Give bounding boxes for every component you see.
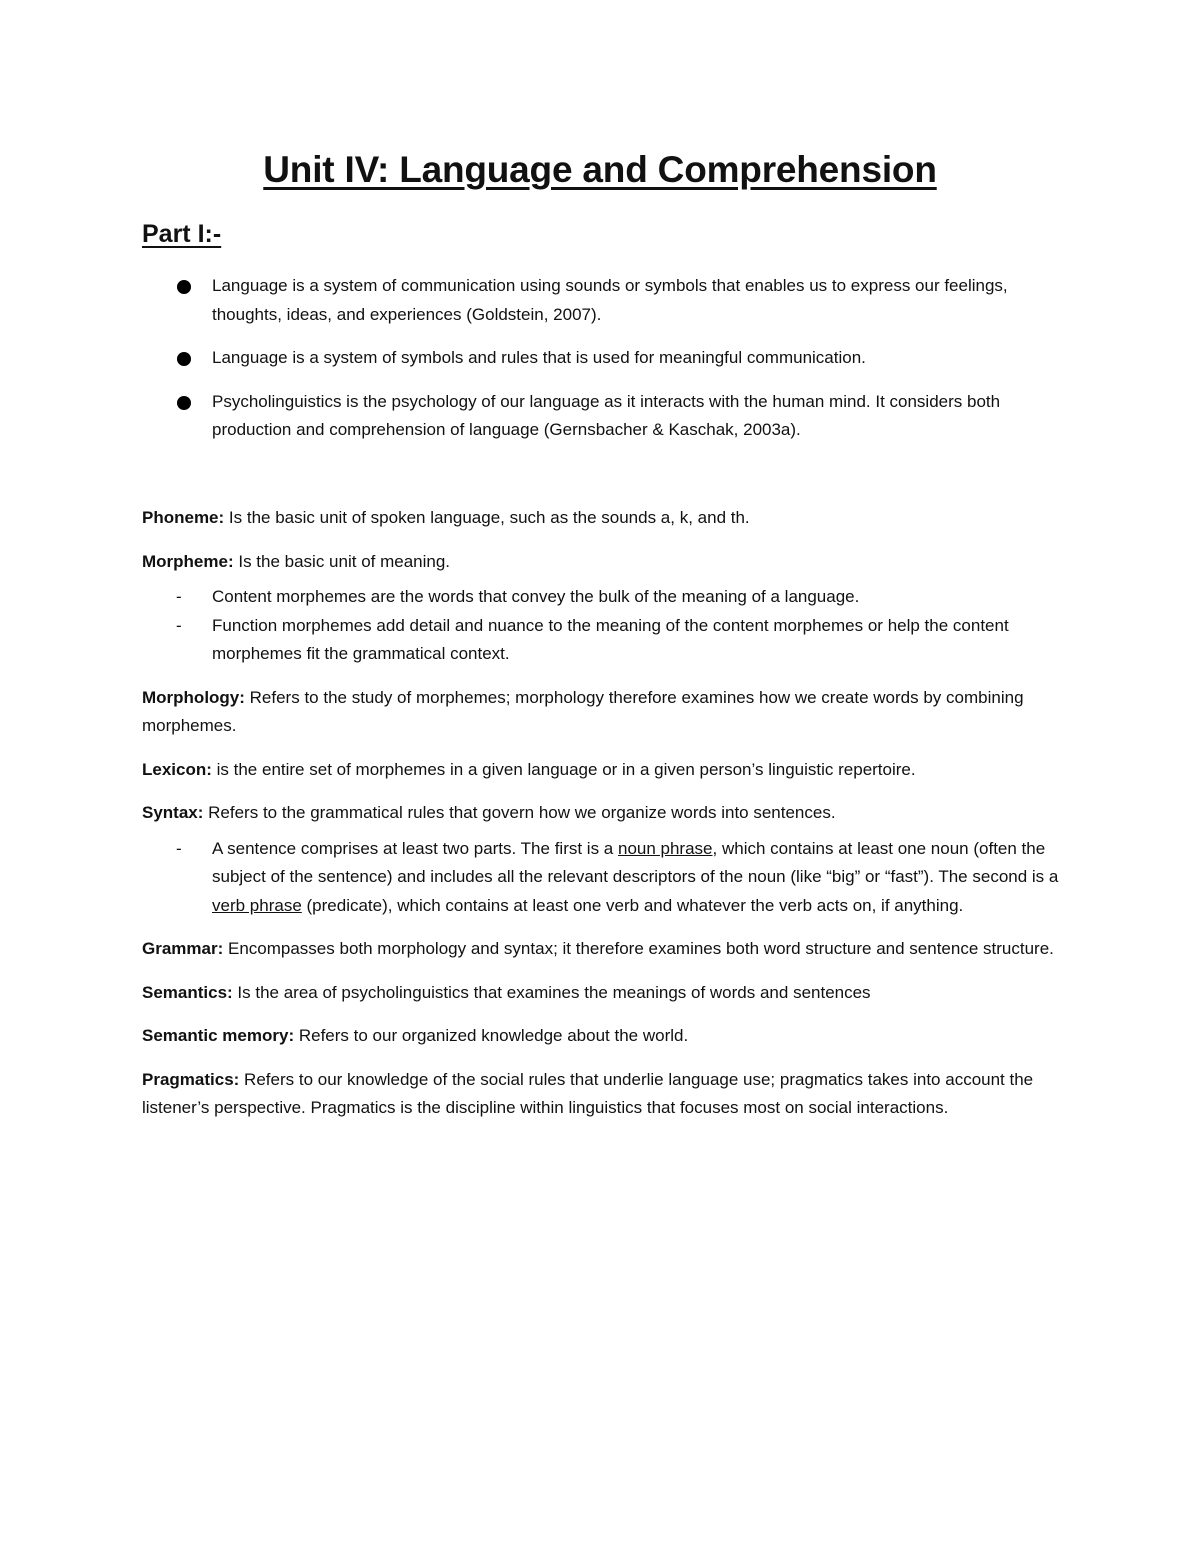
page-title: Unit IV: Language and Comprehension <box>263 149 937 190</box>
definition-term: Grammar: <box>142 939 224 958</box>
noun-phrase-term: noun phrase <box>617 838 713 858</box>
definition-term: Syntax: <box>142 803 204 822</box>
definition-lexicon <box>142 756 1062 785</box>
list-item <box>142 272 1062 329</box>
definition-text: Refers to our organized knowledge about the world. <box>294 1026 689 1045</box>
list-item <box>142 835 1062 921</box>
definition-text: Refers to the grammatical rules that govern how we organize words into sentences. <box>203 803 836 822</box>
definition-text: Refers to the study of morphemes; morphology therefore examines how we create words by combining morphemes. <box>142 687 1024 735</box>
definition-term: Semantic memory: <box>142 1026 295 1045</box>
list-item <box>142 344 1062 373</box>
sublist-text: Function morphemes add detail and nuance to the meaning of the content morphemes or help the content morphemes fit the grammatical context. <box>212 615 1009 663</box>
intro-bullet-list <box>142 272 1062 460</box>
list-item <box>142 583 1062 612</box>
sublist-text <box>212 839 1058 915</box>
definition-phoneme <box>142 504 1062 533</box>
definitions-section <box>142 504 1062 1138</box>
definition-pragmatics <box>142 1066 1062 1123</box>
dash-marker: - <box>176 838 182 858</box>
bullet-text: Language is a system of symbols and rules that is used for meaningful communication. <box>212 348 866 367</box>
definition-semantics <box>142 979 1062 1008</box>
sentence-text-part: , which contains at least one noun (often the subject of the sentence) and includes all the relevant descriptors of the noun (like “big” or “fast”). The second is a <box>212 838 1059 886</box>
sentence-text-part: (predicate), which contains at least one verb and whatever the verb acts on, if anything. <box>301 895 964 915</box>
list-item <box>142 612 1062 669</box>
definition-morphology <box>142 684 1062 741</box>
dash-marker: - <box>176 587 182 606</box>
morpheme-sublist <box>142 583 1062 669</box>
definition-term: Lexicon: <box>142 759 212 779</box>
definition-text: Encompasses both morphology and syntax; it therefore examines both word structure and sentence structure. <box>223 939 1054 958</box>
bullet-icon <box>177 396 191 410</box>
definition-grammar <box>142 935 1062 964</box>
part-heading: Part I:- <box>142 220 222 248</box>
definition-term: Pragmatics: <box>142 1069 240 1089</box>
sublist-text: Content morphemes are the words that convey the bulk of the meaning of a language. <box>212 587 860 606</box>
definition-text: is the entire set of morphemes in a given language or in a given person’s linguistic repertoire. <box>211 759 916 779</box>
verb-phrase-term: verb phrase <box>212 895 302 915</box>
definition-text: Is the basic unit of meaning. <box>233 551 451 571</box>
bullet-icon <box>177 280 191 294</box>
bullet-text: Language is a system of communication using sounds or symbols that enables us to express our feelings, thoughts, ideas, and experiences (Goldstein, 2007). <box>212 276 1008 324</box>
definition-semantic-memory <box>142 1022 1062 1051</box>
definition-term: Phoneme: <box>142 508 225 527</box>
definition-text: Is the basic unit of spoken language, such as the sounds a, k, and th. <box>224 508 750 527</box>
definition-syntax <box>142 799 1062 828</box>
definition-text: Refers to our knowledge of the social rules that underlie language use; pragmatics takes into account the listener’s perspective. Pragmatics is the discipline within linguistics that focuses most on social interactions. <box>142 1069 1034 1117</box>
syntax-sublist <box>142 835 1062 921</box>
dash-marker: - <box>176 615 182 635</box>
definition-term: Morphology: <box>142 687 245 707</box>
definition-morpheme <box>142 548 1062 577</box>
definition-text: Is the area of psycholinguistics that examines the meanings of words and sentences <box>232 982 871 1002</box>
definition-term: Semantics: <box>142 982 233 1002</box>
bullet-text: Psycholinguistics is the psychology of our language as it interacts with the human mind. It considers both production and comprehension of language (Gernsbacher & Kaschak, 2003a). <box>212 391 1001 439</box>
list-item <box>142 388 1062 445</box>
sentence-text-part: A sentence comprises at least two parts. The first is a <box>212 838 618 858</box>
definition-term: Morpheme: <box>142 551 234 571</box>
bullet-icon <box>177 352 191 366</box>
